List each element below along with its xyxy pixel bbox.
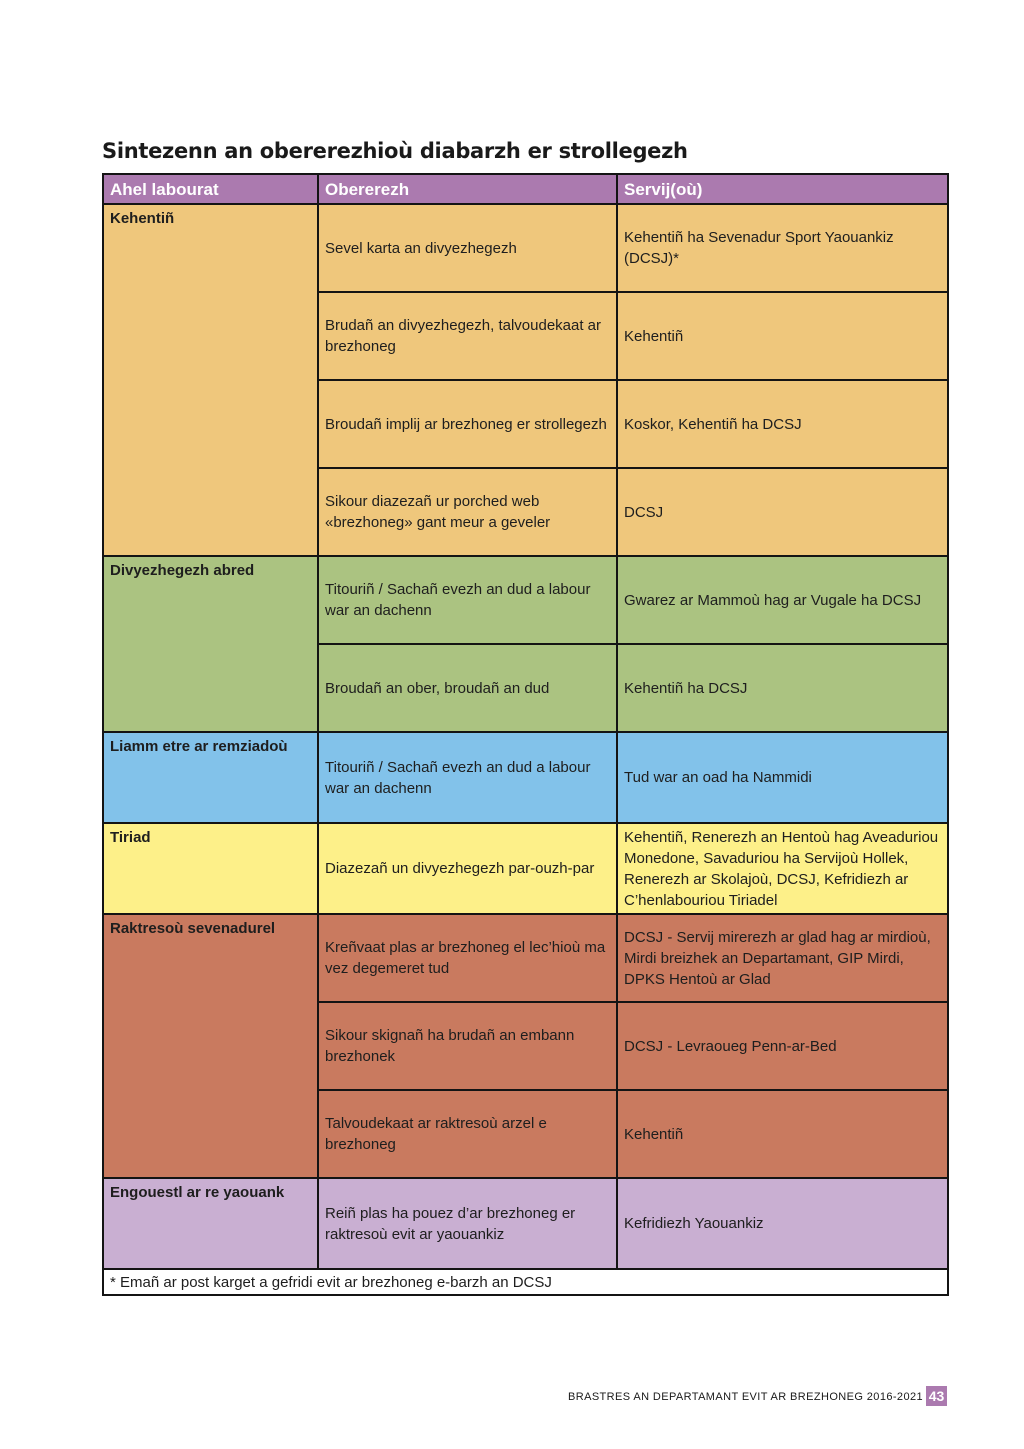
table-row	[103, 204, 948, 292]
area-cell: Tiriad	[103, 823, 318, 914]
service-cell: Tud war an oad ha Nammidi	[617, 732, 948, 823]
running-footer: BRASTRES AN DEPARTAMANT EVIT AR BREZHONEG 2016-2021	[568, 1391, 923, 1403]
service-cell: DCSJ - Servij mirerezh ar glad hag ar mirdioù, Mirdi breizhek an Departamant, GIP Mirdi, DPKS Hentoù ar Glad	[617, 914, 948, 1002]
column-header-area: Ahel labourat	[103, 174, 318, 204]
service-cell: Kehentiñ ha Sevenadur Sport Yaouankiz (DCSJ)*	[617, 204, 948, 292]
table-header-row	[103, 174, 948, 204]
footnote-row	[103, 1269, 948, 1295]
page-title: Sintezenn an obererezhioù diabarzh er strollegezh	[102, 139, 688, 163]
action-cell: Sikour skignañ ha brudañ an embann brezhonek	[318, 1002, 617, 1090]
service-cell: Kehentiñ, Renerezh an Hentoù hag Aveaduriou Monedone, Savaduriou ha Servijoù Hollek, Renerezh ar Skolajoù, DCSJ, Kefridiezh ar C’henlabouriou Tiriadel	[617, 823, 948, 914]
action-cell: Reiñ plas ha pouez d’ar brezhoneg er raktresoù evit ar yaouankiz	[318, 1178, 617, 1269]
service-cell: DCSJ - Levraoueg Penn-ar-Bed	[617, 1002, 948, 1090]
action-cell: Kreñvaat plas ar brezhoneg el lec’hioù ma vez degemeret tud	[318, 914, 617, 1002]
action-cell: Diazezañ un divyezhegezh par-ouzh-par	[318, 823, 617, 914]
action-cell: Sevel karta an divyezhegezh	[318, 204, 617, 292]
service-cell: Kehentiñ ha DCSJ	[617, 644, 948, 732]
action-cell: Broudañ implij ar brezhoneg er strollegezh	[318, 380, 617, 468]
action-cell: Titouriñ / Sachañ evezh an dud a labour war an dachenn	[318, 556, 617, 644]
table-row	[103, 914, 948, 1002]
action-cell: Sikour diazezañ ur porched web «brezhoneg» gant meur a geveler	[318, 468, 617, 556]
page-number: 43	[926, 1386, 947, 1406]
column-header-service: Servij(où)	[617, 174, 948, 204]
area-cell: Liamm etre ar remziadoù	[103, 732, 318, 823]
footnote: * Emañ ar post karget a gefridi evit ar brezhoneg e-barzh an DCSJ	[103, 1269, 948, 1295]
area-cell: Divyezhegezh abred	[103, 556, 318, 732]
area-cell: Raktresoù sevenadurel	[103, 914, 318, 1178]
synthesis-table	[102, 173, 949, 1296]
action-cell: Talvoudekaat ar raktresoù arzel e brezhoneg	[318, 1090, 617, 1178]
service-cell: Kehentiñ	[617, 1090, 948, 1178]
table-row	[103, 732, 948, 823]
service-cell: DCSJ	[617, 468, 948, 556]
service-cell: Koskor, Kehentiñ ha DCSJ	[617, 380, 948, 468]
column-header-action: Obererezh	[318, 174, 617, 204]
area-cell: Engouestl ar re yaouank	[103, 1178, 318, 1269]
table-row	[103, 556, 948, 644]
action-cell: Brudañ an divyezhegezh, talvoudekaat ar brezhoneg	[318, 292, 617, 380]
table-row	[103, 1178, 948, 1269]
area-cell: Kehentiñ	[103, 204, 318, 556]
service-cell: Kehentiñ	[617, 292, 948, 380]
action-cell: Titouriñ / Sachañ evezh an dud a labour war an dachenn	[318, 732, 617, 823]
service-cell: Gwarez ar Mammoù hag ar Vugale ha DCSJ	[617, 556, 948, 644]
table-row	[103, 823, 948, 914]
service-cell: Kefridiezh Yaouankiz	[617, 1178, 948, 1269]
action-cell: Broudañ an ober, broudañ an dud	[318, 644, 617, 732]
